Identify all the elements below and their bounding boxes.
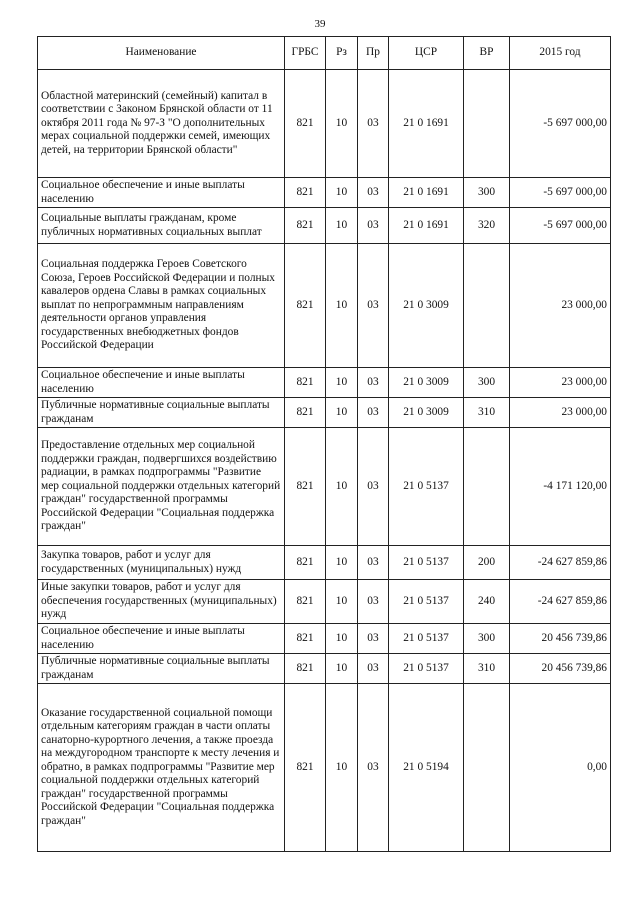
row-rz: 10 xyxy=(326,684,358,852)
row-amount: -5 697 000,00 xyxy=(510,178,611,208)
row-csr: 21 0 3009 xyxy=(389,398,464,428)
row-amount: -24 627 859,86 xyxy=(510,580,611,624)
row-rz: 10 xyxy=(326,368,358,398)
row-pr: 03 xyxy=(358,580,389,624)
row-grbs: 821 xyxy=(285,178,326,208)
row-name: Социальное обеспечение и иные выплаты населению xyxy=(38,178,285,208)
row-name: Социальные выплаты гражданам, кроме публичных нормативных социальных выплат xyxy=(38,208,285,244)
header-name: Наименование xyxy=(38,37,285,70)
row-csr: 21 0 3009 xyxy=(389,368,464,398)
table-row xyxy=(38,580,611,624)
row-amount: -24 627 859,86 xyxy=(510,546,611,580)
table-row xyxy=(38,546,611,580)
row-csr: 21 0 1691 xyxy=(389,70,464,178)
row-csr: 21 0 5194 xyxy=(389,684,464,852)
row-pr: 03 xyxy=(358,178,389,208)
page-number: 39 xyxy=(314,18,326,30)
row-rz: 10 xyxy=(326,624,358,654)
row-csr: 21 0 3009 xyxy=(389,244,464,368)
row-grbs: 821 xyxy=(285,368,326,398)
row-vr: 300 xyxy=(464,368,510,398)
row-rz: 10 xyxy=(326,178,358,208)
row-rz: 10 xyxy=(326,208,358,244)
row-csr: 21 0 5137 xyxy=(389,546,464,580)
row-csr: 21 0 5137 xyxy=(389,624,464,654)
row-vr: 240 xyxy=(464,580,510,624)
table-row xyxy=(38,70,611,178)
row-pr: 03 xyxy=(358,654,389,684)
row-rz: 10 xyxy=(326,580,358,624)
row-grbs: 821 xyxy=(285,244,326,368)
table-header-row xyxy=(38,37,611,70)
row-rz: 10 xyxy=(326,546,358,580)
row-amount: 0,00 xyxy=(510,684,611,852)
table-row xyxy=(38,624,611,654)
table-row xyxy=(38,398,611,428)
row-name: Социальное обеспечение и иные выплаты населению xyxy=(38,368,285,398)
header-rz: Рз xyxy=(326,37,358,70)
header-year: 2015 год xyxy=(510,37,611,70)
row-vr: 300 xyxy=(464,624,510,654)
row-vr xyxy=(464,70,510,178)
row-grbs: 821 xyxy=(285,398,326,428)
row-grbs: 821 xyxy=(285,684,326,852)
row-amount: -5 697 000,00 xyxy=(510,208,611,244)
row-pr: 03 xyxy=(358,244,389,368)
row-rz: 10 xyxy=(326,398,358,428)
row-grbs: 821 xyxy=(285,654,326,684)
row-pr: 03 xyxy=(358,398,389,428)
table-row xyxy=(38,654,611,684)
table-row xyxy=(38,244,611,368)
row-pr: 03 xyxy=(358,624,389,654)
row-vr: 320 xyxy=(464,208,510,244)
row-pr: 03 xyxy=(358,208,389,244)
row-name: Публичные нормативные социальные выплаты гражданам xyxy=(38,654,285,684)
row-amount: 23 000,00 xyxy=(510,244,611,368)
row-csr: 21 0 5137 xyxy=(389,580,464,624)
row-grbs: 821 xyxy=(285,580,326,624)
row-name: Иные закупки товаров, работ и услуг для обеспечения государственных (муниципальных) нужд xyxy=(38,580,285,624)
row-vr: 310 xyxy=(464,398,510,428)
row-name: Оказание государственной социальной помощи отдельным категориям граждан в части оплаты санаторно-курортного лечения, а также проезда на междугородном транспорте к месту лечения и обратно, в рамках подпрограммы "Развитие мер социальной поддержки отдельных категорий граждан" государственной программы Российской Федерации "Социальная поддержка граждан" xyxy=(38,684,285,852)
row-amount: 20 456 739,86 xyxy=(510,654,611,684)
row-name: Социальная поддержка Героев Советского Союза, Героев Российской Федерации и полных кавалеров ордена Славы в рамках социальных выплат по непрограммным направлениям деятельности органов управления государственных внебюджетных фондов Российской Федерации xyxy=(38,244,285,368)
row-vr xyxy=(464,684,510,852)
row-rz: 10 xyxy=(326,244,358,368)
header-csr: ЦСР xyxy=(389,37,464,70)
row-csr: 21 0 5137 xyxy=(389,654,464,684)
row-name: Публичные нормативные социальные выплаты гражданам xyxy=(38,398,285,428)
row-amount: 20 456 739,86 xyxy=(510,624,611,654)
row-grbs: 821 xyxy=(285,208,326,244)
row-vr xyxy=(464,428,510,546)
row-csr: 21 0 1691 xyxy=(389,178,464,208)
row-vr xyxy=(464,244,510,368)
row-grbs: 821 xyxy=(285,546,326,580)
header-pr: Пр xyxy=(358,37,389,70)
row-csr: 21 0 5137 xyxy=(389,428,464,546)
row-grbs: 821 xyxy=(285,624,326,654)
row-rz: 10 xyxy=(326,70,358,178)
table-row xyxy=(38,368,611,398)
row-amount: 23 000,00 xyxy=(510,398,611,428)
row-grbs: 821 xyxy=(285,70,326,178)
header-grbs: ГРБС xyxy=(285,37,326,70)
table-row xyxy=(38,428,611,546)
row-name: Областной материнский (семейный) капитал в соответствии с Законом Брянской области от 11 октября 2011 года № 97-З "О дополнительных мерах социальной поддержки семей, имеющих детей, на территории Брянской области" xyxy=(38,70,285,178)
row-name: Закупка товаров, работ и услуг для государственных (муниципальных) нужд xyxy=(38,546,285,580)
row-name: Предоставление отдельных мер социальной поддержки граждан, подвергшихся воздействию радиации, в рамках подпрограммы "Развитие мер социальной поддержки отдельных категорий граждан" государственной программы Российской Федерации "Социальная поддержка граждан" xyxy=(38,428,285,546)
table-row xyxy=(38,208,611,244)
table-row xyxy=(38,178,611,208)
row-amount: -4 171 120,00 xyxy=(510,428,611,546)
row-name: Социальное обеспечение и иные выплаты населению xyxy=(38,624,285,654)
row-csr: 21 0 1691 xyxy=(389,208,464,244)
row-pr: 03 xyxy=(358,428,389,546)
budget-table xyxy=(37,36,611,852)
row-pr: 03 xyxy=(358,70,389,178)
row-grbs: 821 xyxy=(285,428,326,546)
row-rz: 10 xyxy=(326,654,358,684)
row-pr: 03 xyxy=(358,546,389,580)
row-amount: 23 000,00 xyxy=(510,368,611,398)
row-rz: 10 xyxy=(326,428,358,546)
row-amount: -5 697 000,00 xyxy=(510,70,611,178)
header-vr: ВР xyxy=(464,37,510,70)
row-vr: 200 xyxy=(464,546,510,580)
row-vr: 300 xyxy=(464,178,510,208)
row-pr: 03 xyxy=(358,368,389,398)
table-row xyxy=(38,684,611,852)
row-pr: 03 xyxy=(358,684,389,852)
row-vr: 310 xyxy=(464,654,510,684)
